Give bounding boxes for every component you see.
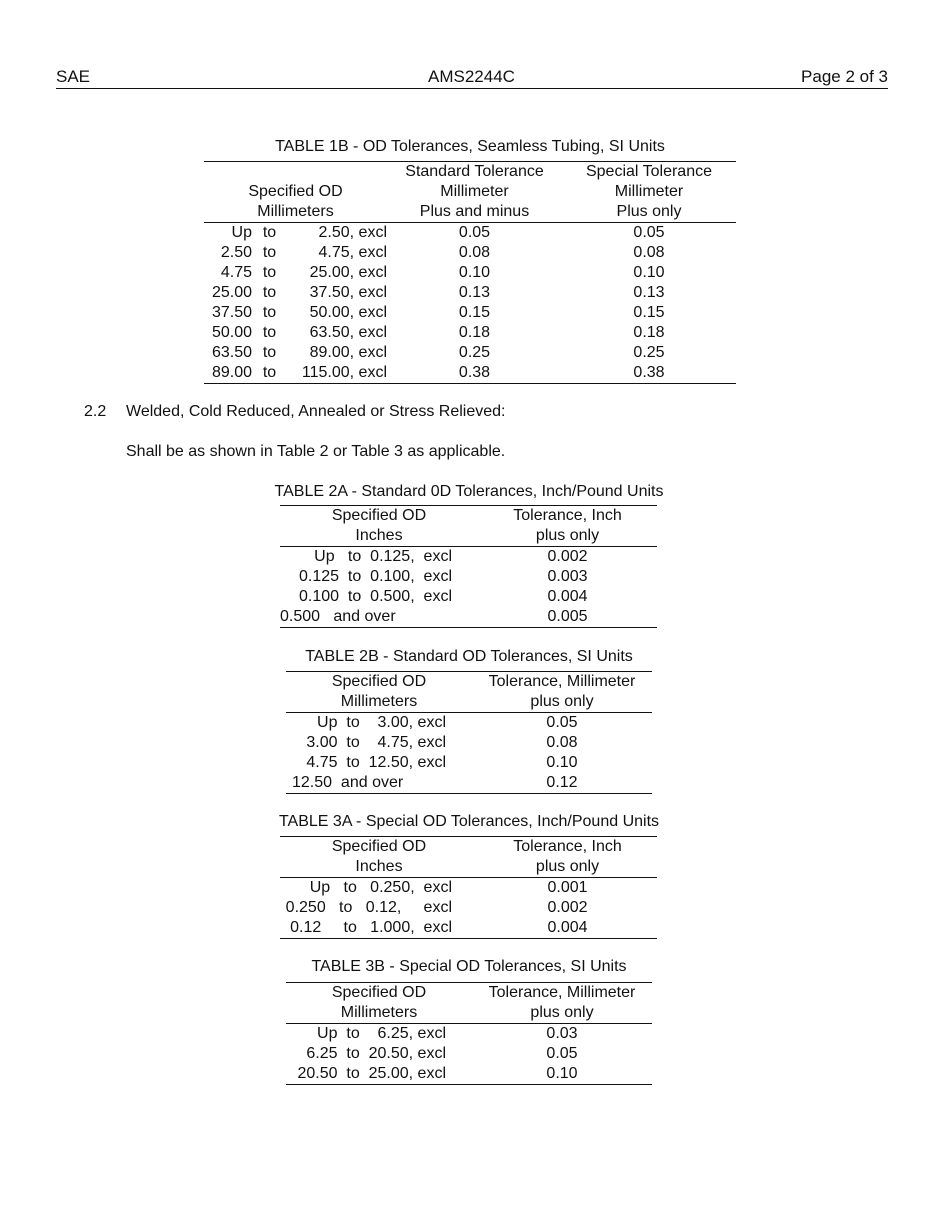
table-2a-caption: TABLE 2A - Standard 0D Tolerances, Inch/Pound Units	[274, 483, 664, 500]
table-2b-caption: TABLE 2B - Standard OD Tolerances, SI Units	[305, 648, 633, 665]
od-range: 4.75 to 12.50, excl	[306, 754, 446, 771]
section-number: 2.2	[84, 403, 107, 420]
range-from: 89.00	[204, 363, 252, 384]
range-from: Up	[231, 224, 252, 241]
table-row	[204, 243, 736, 263]
table-row	[280, 918, 657, 939]
tolerance-value: 0.05	[546, 1045, 578, 1062]
table-2a-header-col2-line2: plus only	[478, 526, 657, 547]
od-range: Up to 0.125, excl	[314, 548, 452, 565]
table-row	[204, 223, 736, 244]
standard-tolerance: 0.05	[458, 224, 491, 241]
table-row	[286, 1044, 652, 1064]
range-upper: 50.00, excl	[309, 304, 387, 321]
table-row	[286, 1064, 652, 1085]
table-row	[286, 733, 652, 753]
tolerance-value: 0.10	[472, 1064, 652, 1085]
table-3b	[286, 982, 652, 1085]
table-row	[280, 878, 657, 899]
range-upper: 115.00, excl	[287, 363, 387, 384]
range-upper: 4.75, excl	[318, 244, 387, 261]
table-row	[280, 587, 657, 607]
table-3a-header-col2-line1: Tolerance, Inch	[478, 837, 657, 858]
table-2b-header-col2-line1: Tolerance, Millimeter	[472, 672, 652, 693]
table-row	[286, 753, 652, 773]
tolerance-value: 0.002	[547, 548, 588, 565]
od-range: 0.12 to 1.000, excl	[280, 918, 478, 939]
table-1b-header-col2-line1: Standard Tolerance	[387, 162, 562, 183]
table-row	[280, 547, 657, 568]
special-tolerance: 0.08	[633, 244, 665, 261]
header-page-number: Page 2 of 3	[801, 67, 888, 86]
tolerance-value: 0.003	[547, 568, 588, 585]
header-doc-number: AMS2244C	[428, 67, 515, 86]
range-upper: 25.00, excl	[309, 264, 387, 281]
section-body: Shall be as shown in Table 2 or Table 3 as applicable.	[126, 443, 506, 460]
table-2b	[286, 671, 652, 794]
section-title: Welded, Cold Reduced, Annealed or Stress Relieved:	[126, 403, 506, 420]
range-upper: 2.50, excl	[318, 224, 387, 241]
standard-tolerance: 0.13	[458, 284, 491, 301]
table-3a-header-col1-line2: Inches	[280, 857, 478, 878]
table-row	[280, 567, 657, 587]
tolerance-value: 0.004	[547, 588, 588, 605]
table-row	[204, 283, 736, 303]
table-2b-header-col2-line2: plus only	[472, 692, 652, 713]
od-range: Up to 0.250, excl	[309, 879, 452, 896]
tolerance-value: 0.08	[546, 734, 578, 751]
range-to: to	[262, 244, 277, 261]
range-to: to	[262, 344, 277, 361]
table-1b-header-col1-line3: Millimeters	[204, 202, 387, 223]
table-3b-header-col2-line2: plus only	[472, 1003, 652, 1024]
od-range: 0.125 to 0.100, excl	[299, 568, 452, 585]
table-3a-caption: TABLE 3A - Special OD Tolerances, Inch/Pound Units	[278, 813, 660, 830]
range-to: to	[262, 224, 277, 241]
tolerance-value: 0.05	[546, 714, 578, 731]
standard-tolerance: 0.25	[458, 344, 491, 361]
table-row	[204, 363, 736, 384]
table-3a-header-col2-line2: plus only	[478, 857, 657, 878]
table-row	[280, 898, 657, 918]
table-1b-header-col2-line3: Plus and minus	[387, 202, 562, 223]
range-upper: 89.00, excl	[309, 344, 387, 361]
tolerance-value: 0.10	[546, 754, 578, 771]
od-range: 0.100 to 0.500, excl	[299, 588, 452, 605]
od-range: 20.50 to 25.00, excl	[286, 1064, 472, 1085]
range-from: 37.50	[211, 304, 252, 321]
special-tolerance: 0.38	[562, 363, 736, 384]
range-to: to	[262, 304, 277, 321]
table-1b-header-col1-line2: Specified OD	[248, 183, 343, 200]
range-from: 50.00	[211, 324, 252, 341]
table-3b-header-col1-line2: Millimeters	[286, 1003, 472, 1024]
od-range: Up to 6.25, excl	[317, 1025, 446, 1042]
table-row	[286, 713, 652, 734]
tolerance-value: 0.002	[547, 899, 588, 916]
od-range: 0.250 to 0.12, excl	[285, 899, 452, 916]
table-1b-header-col3-line3: Plus only	[562, 202, 736, 223]
table-1b	[204, 161, 736, 384]
table-row	[286, 773, 652, 794]
range-upper: 63.50, excl	[309, 324, 387, 341]
od-range: 0.500 and over	[280, 607, 478, 628]
table-1b-caption: TABLE 1B - OD Tolerances, Seamless Tubing, SI Units	[275, 138, 665, 155]
range-from: 25.00	[211, 284, 252, 301]
table-3a-header-col1-line1: Specified OD	[280, 837, 478, 858]
standard-tolerance: 0.18	[458, 324, 491, 341]
table-row	[280, 607, 657, 628]
table-row	[204, 263, 736, 283]
special-tolerance: 0.13	[633, 284, 665, 301]
range-to: to	[262, 264, 277, 281]
special-tolerance: 0.25	[633, 344, 665, 361]
tolerance-value: 0.03	[546, 1025, 578, 1042]
od-range: 6.25 to 20.50, excl	[306, 1045, 446, 1062]
od-range: 12.50 and over	[286, 773, 472, 794]
table-3b-header-col1-line1: Specified OD	[286, 983, 472, 1004]
standard-tolerance: 0.08	[458, 244, 491, 261]
table-2b-header-col1-line2: Millimeters	[286, 692, 472, 713]
special-tolerance: 0.15	[633, 304, 665, 321]
tolerance-value: 0.005	[478, 607, 657, 628]
page-header	[56, 67, 888, 89]
special-tolerance: 0.05	[633, 224, 665, 241]
header-org: SAE	[56, 67, 91, 86]
range-from: 2.50	[220, 244, 252, 261]
table-3b-header-col2-line1: Tolerance, Millimeter	[472, 983, 652, 1004]
tolerance-value: 0.004	[478, 918, 657, 939]
range-from: 4.75	[220, 264, 252, 281]
range-from: 63.50	[211, 344, 252, 361]
range-upper: 37.50, excl	[309, 284, 387, 301]
standard-tolerance: 0.10	[458, 264, 491, 281]
table-2a-header-col1-line1: Specified OD	[280, 506, 478, 527]
table-row	[204, 323, 736, 343]
table-3a	[280, 836, 657, 939]
table-2a	[280, 505, 657, 628]
table-1b-header-col3-line2: Millimeter	[614, 183, 684, 200]
range-to: to	[262, 324, 277, 341]
od-range: 3.00 to 4.75, excl	[306, 734, 446, 751]
table-2a-header-col2-line1: Tolerance, Inch	[478, 506, 657, 527]
standard-tolerance: 0.38	[387, 363, 562, 384]
tolerance-value: 0.001	[547, 879, 588, 896]
range-to: to	[252, 363, 287, 384]
table-1b-header-col1-line1	[204, 162, 387, 183]
tolerance-value: 0.12	[472, 773, 652, 794]
table-2a-header-col1-line2: Inches	[280, 526, 478, 547]
special-tolerance: 0.18	[633, 324, 665, 341]
special-tolerance: 0.10	[633, 264, 665, 281]
table-1b-header-col2-line2: Millimeter	[440, 183, 509, 200]
table-2b-header-col1-line1: Specified OD	[286, 672, 472, 693]
standard-tolerance: 0.15	[458, 304, 491, 321]
table-3b-caption: TABLE 3B - Special OD Tolerances, SI Units	[311, 958, 627, 975]
table-1b-header-col3-line1: Special Tolerance	[562, 162, 736, 183]
table-row	[204, 343, 736, 363]
od-range: Up to 3.00, excl	[317, 714, 446, 731]
table-row	[286, 1024, 652, 1045]
table-row	[204, 303, 736, 323]
range-to: to	[262, 284, 277, 301]
